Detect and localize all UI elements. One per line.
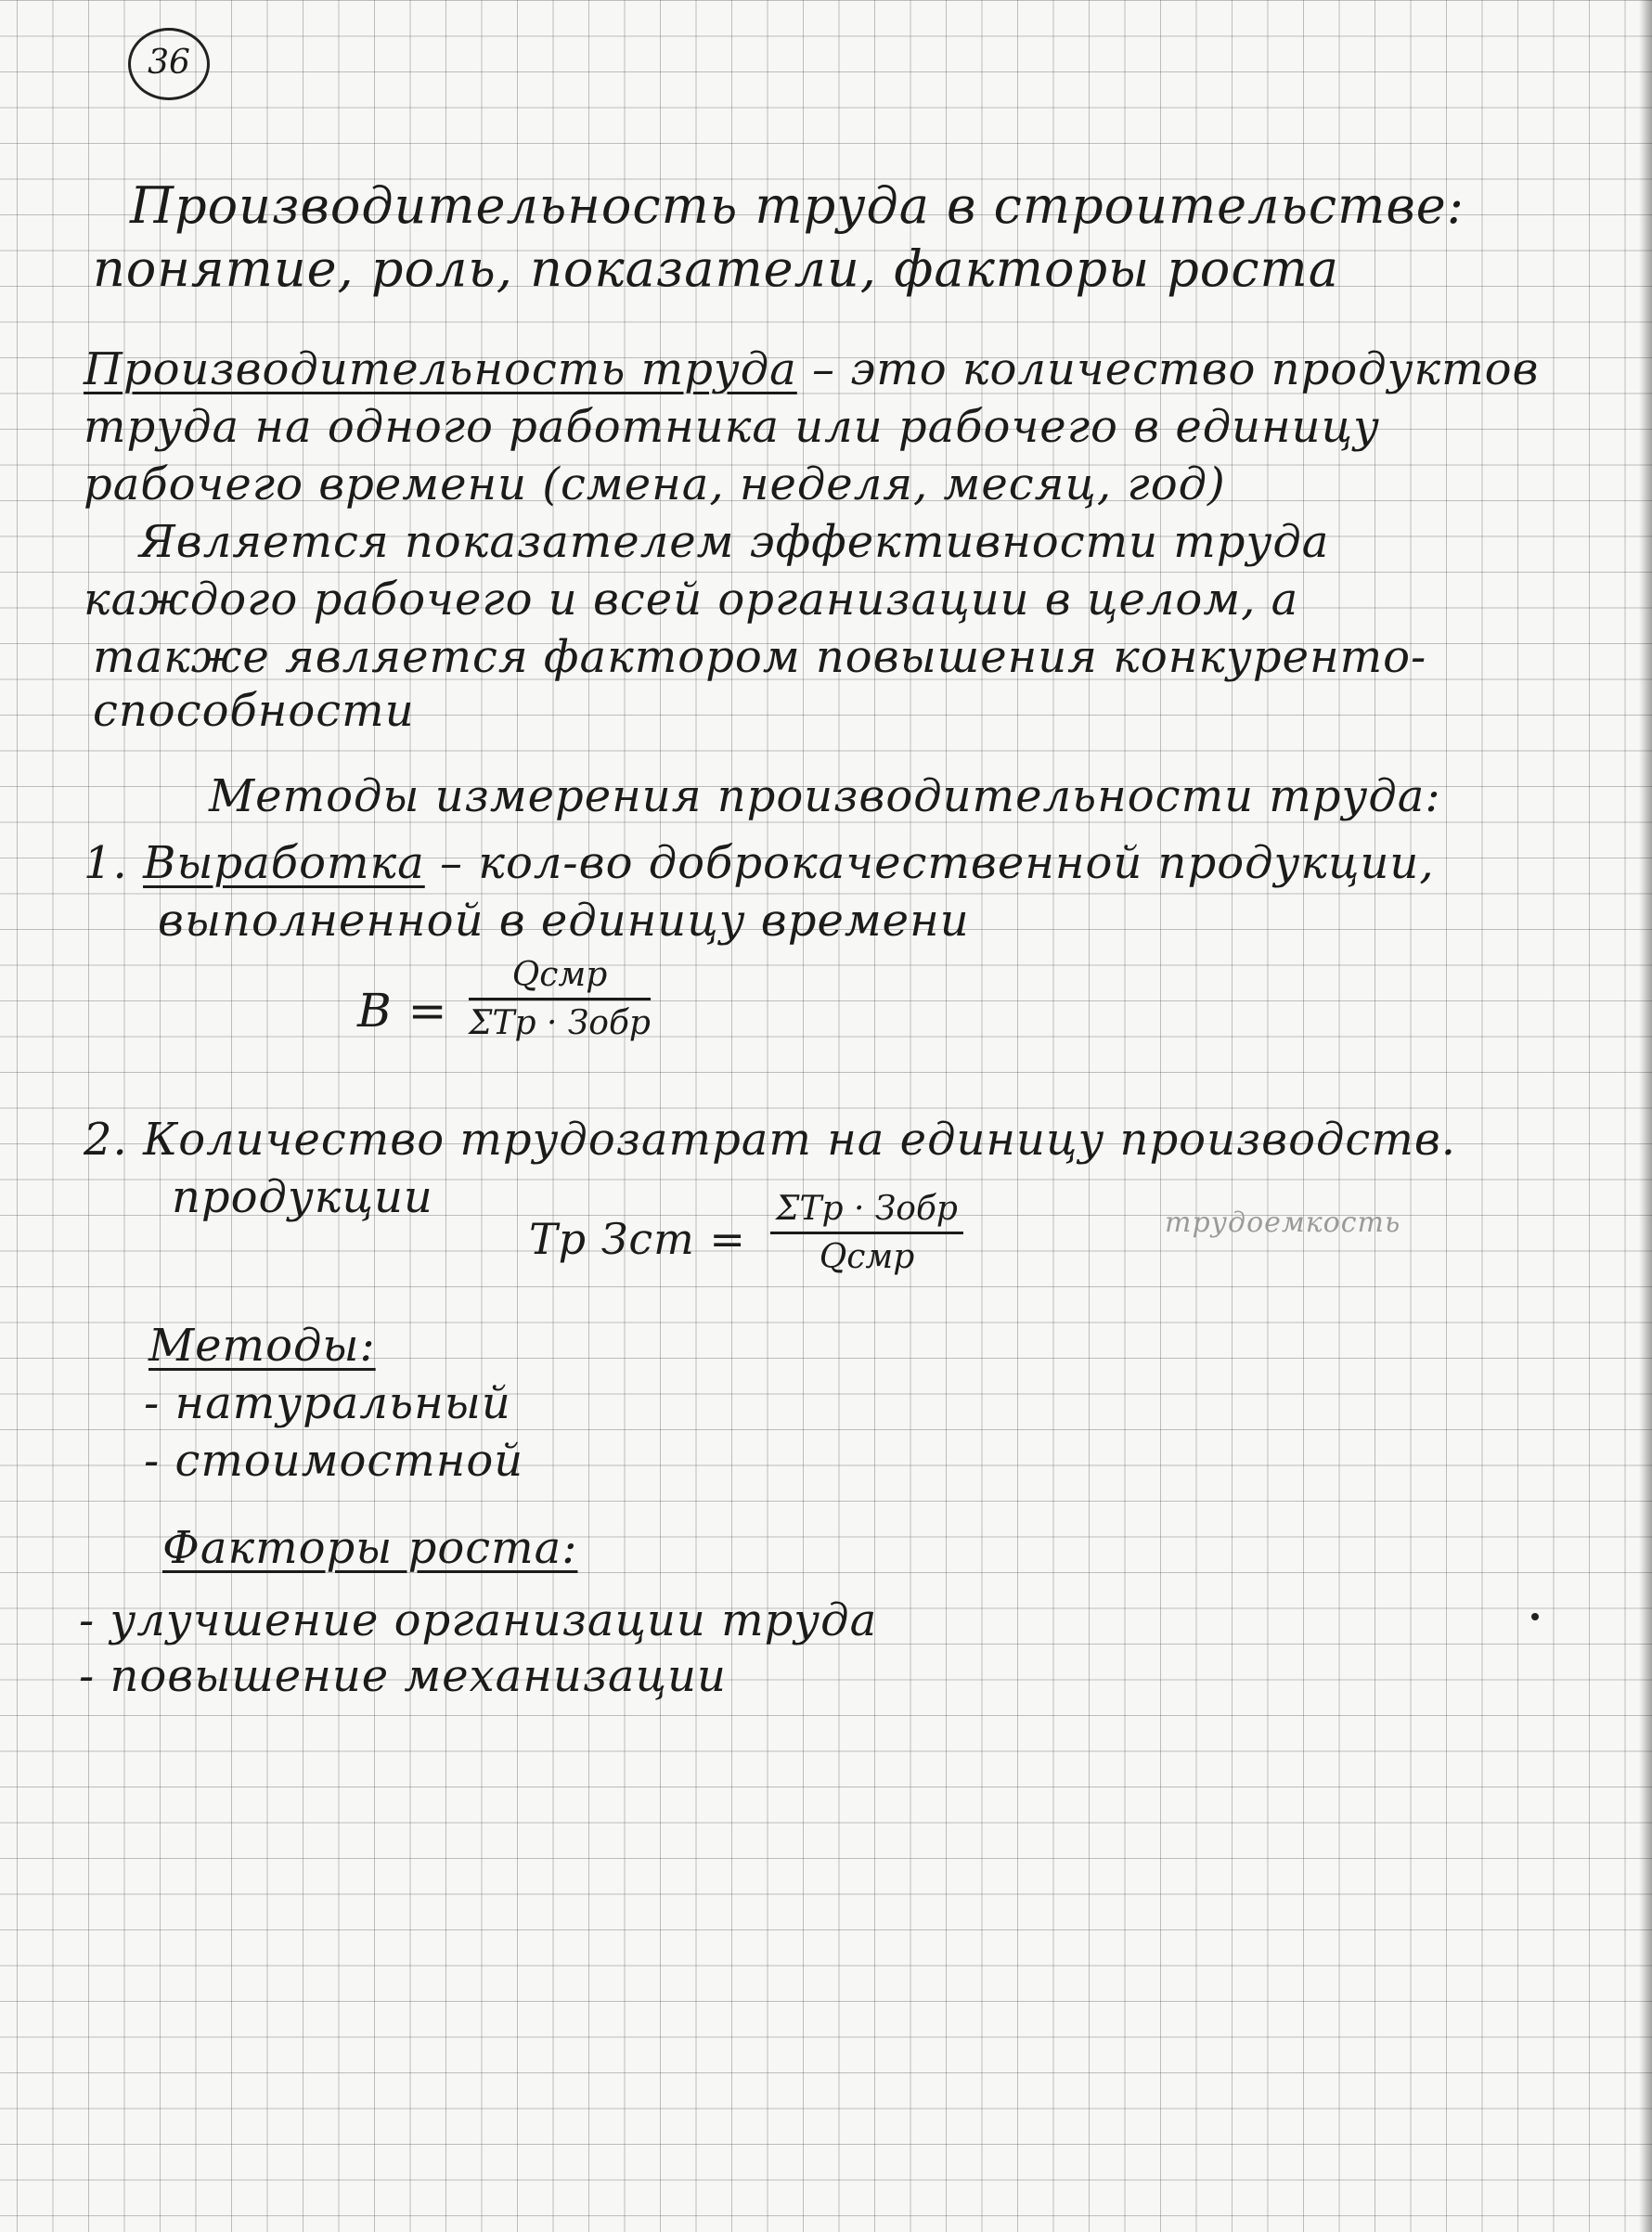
ink-dot (1531, 1613, 1539, 1620)
definition-line-5: каждого рабочего и всей организации в целом, а (84, 574, 1299, 626)
growth-factor-2: - повышение механизации (79, 1650, 727, 1702)
item-1-line-2: выполненной в единицу времени (158, 895, 970, 947)
page-edge-shadow (1639, 0, 1652, 2232)
methods-list-item-2: - стоимостной (144, 1435, 524, 1487)
item-1-line-1 (84, 837, 1435, 889)
page-number: 36 (128, 28, 210, 100)
pencil-note: трудоемкость (1165, 1206, 1401, 1239)
formula-2-fraction (770, 1190, 963, 1276)
methods-heading: Методы измерения производительности труда: (209, 770, 1441, 822)
formula-1-numerator: Qсмр (469, 956, 651, 1000)
definition-line-1 (84, 343, 1539, 395)
methods-list-item-1: - натуральный (144, 1377, 511, 1429)
definition-line-1-rest: – это количество продуктов (796, 343, 1540, 395)
item-1-term: Выработка (143, 837, 425, 889)
item-1-number: 1. (84, 837, 128, 889)
definition-line-3: рабочего времени (смена, неделя, месяц, год) (84, 458, 1226, 510)
formula-1-fraction (469, 956, 651, 1042)
item-2-line-2: продукции (172, 1171, 433, 1223)
definition-term: Производительность труда (84, 343, 797, 395)
item-2-line-1 (84, 1114, 1456, 1166)
formula-1-lhs: В = (357, 984, 448, 1038)
formula-1-denominator: ΣТр · Зобр (469, 1004, 651, 1042)
definition-line-4: Является показателем эффективности труда (139, 516, 1330, 568)
formula-2-denominator: Qсмр (819, 1238, 915, 1276)
title-line-2: понятие, роль, показатели, факторы роста (93, 239, 1339, 298)
definition-line-7: способности (93, 685, 415, 737)
growth-factor-1: - улучшение организации труда (79, 1594, 878, 1646)
definition-line-2: труда на одного работника или рабочего в единицу (84, 401, 1380, 453)
methods-list-heading-text: Методы: (148, 1320, 376, 1372)
definition-line-6: также является фактором повышения конкуренто- (93, 631, 1427, 683)
growth-factors-heading-text: Факторы роста: (162, 1522, 578, 1574)
methods-list-heading (148, 1320, 376, 1372)
item-2-number: 2. (84, 1114, 128, 1166)
item-1-rest: – кол-во доброкачественной продукции, (424, 837, 1435, 889)
formula-2-numerator: ΣТр · Зобр (770, 1190, 963, 1234)
item-2-text: Количество трудозатрат на единицу производств. (143, 1114, 1457, 1166)
title-line-1: Производительность труда в строительстве: (130, 176, 1465, 235)
growth-factors-heading (162, 1522, 577, 1574)
formula-2-lhs: Тр Зст = (529, 1214, 746, 1264)
